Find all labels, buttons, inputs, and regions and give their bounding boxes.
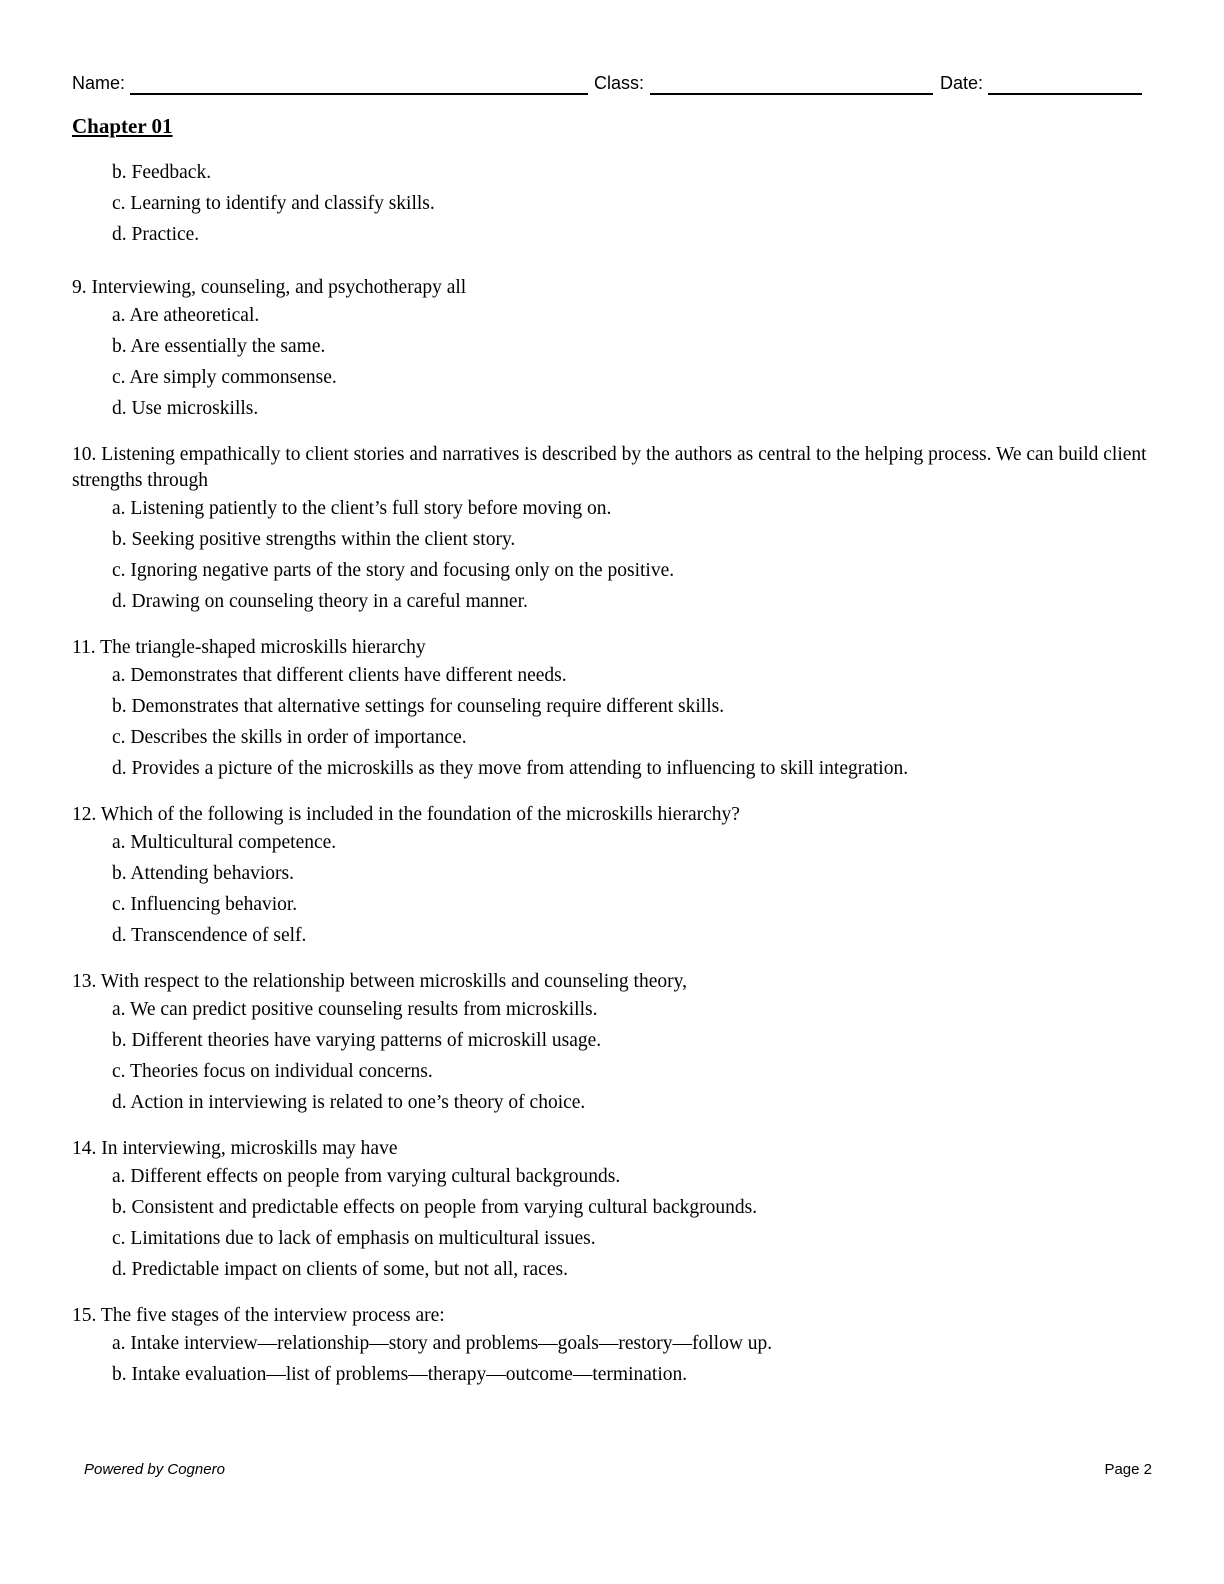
question-13 [72,969,1147,1116]
choice: a. Multicultural competence. [112,832,337,853]
choice: d. Predictable impact on clients of some, but not all, races. [112,1259,568,1280]
choice: d. Practice. [112,224,200,245]
choice: b. Consistent and predictable effects on people from varying cultural backgrounds. [112,1197,758,1218]
question-stem: 14. In interviewing, microskills may have [72,1138,398,1159]
choice: a. Demonstrates that different clients have different needs. [112,665,567,686]
choice: c. Describes the skills in order of importance. [112,727,467,748]
continued-choices [72,160,1147,248]
class-label: Class: [594,73,645,93]
choice: a. Intake interview—relationship—story and problems—goals—restory—follow up. [112,1333,773,1354]
question-stem: 12. Which of the following is included in the foundation of the microskills hierarchy? [72,804,740,825]
page-number: Page 2 [1104,1461,1152,1478]
choice: b. Different theories have varying patterns of microskill usage. [112,1030,602,1051]
question-stem: 13. With respect to the relationship between microskills and counseling theory, [72,971,687,992]
question-stem: 11. The triangle-shaped microskills hierarchy [72,637,426,658]
class-blank-line [650,93,933,95]
question-stem: 9. Interviewing, counseling, and psychotherapy all [72,277,467,298]
question-9 [72,275,1147,422]
choice: c. Theories focus on individual concerns. [112,1061,433,1082]
question-stem: 10. Listening empathically to client stories and narratives is described by the authors as central to the helping process. We can build client strengths through [72,444,1147,491]
choice: c. Limitations due to lack of emphasis on multicultural issues. [112,1228,596,1249]
choice: d. Provides a picture of the microskills as they move from attending to influencing to skill integration. [112,758,909,779]
question-15 [72,1303,1147,1388]
choice: b. Intake evaluation—list of problems—therapy—outcome—termination. [112,1364,688,1385]
choice: a. Are atheoretical. [112,305,260,326]
name-blank-line [130,93,588,95]
choice: d. Transcendence of self. [112,925,307,946]
powered-by-text: Powered by Cognero [84,1461,225,1478]
choice: b. Attending behaviors. [112,863,294,884]
choice: c. Are simply commonsense. [112,367,337,388]
question-stem: 15. The five stages of the interview process are: [72,1305,445,1326]
date-blank-line [988,93,1142,95]
choice: c. Influencing behavior. [112,894,298,915]
choice: a. Different effects on people from varying cultural backgrounds. [112,1166,621,1187]
choice: b. Seeking positive strengths within the client story. [112,529,516,550]
worksheet-header [72,70,1144,98]
question-list [72,160,1147,1408]
choice: d. Use microskills. [112,398,259,419]
choice: c. Ignoring negative parts of the story and focusing only on the positive. [112,560,675,581]
choice: b. Are essentially the same. [112,336,326,357]
question-10 [72,442,1147,615]
question-11 [72,635,1147,782]
choice: d. Drawing on counseling theory in a careful manner. [112,591,528,612]
choice: a. Listening patiently to the client’s full story before moving on. [112,498,612,519]
question-14 [72,1136,1147,1283]
choice: c. Learning to identify and classify skills. [112,193,435,214]
date-label: Date: [940,73,984,93]
choice: a. We can predict positive counseling results from microskills. [112,999,598,1020]
name-label: Name: [72,73,126,93]
choice: b. Feedback. [112,162,212,183]
chapter-title: Chapter 01 [72,114,173,138]
question-12 [72,802,1147,949]
choice: b. Demonstrates that alternative settings for counseling require different skills. [112,696,725,717]
choice: d. Action in interviewing is related to one’s theory of choice. [112,1092,586,1113]
